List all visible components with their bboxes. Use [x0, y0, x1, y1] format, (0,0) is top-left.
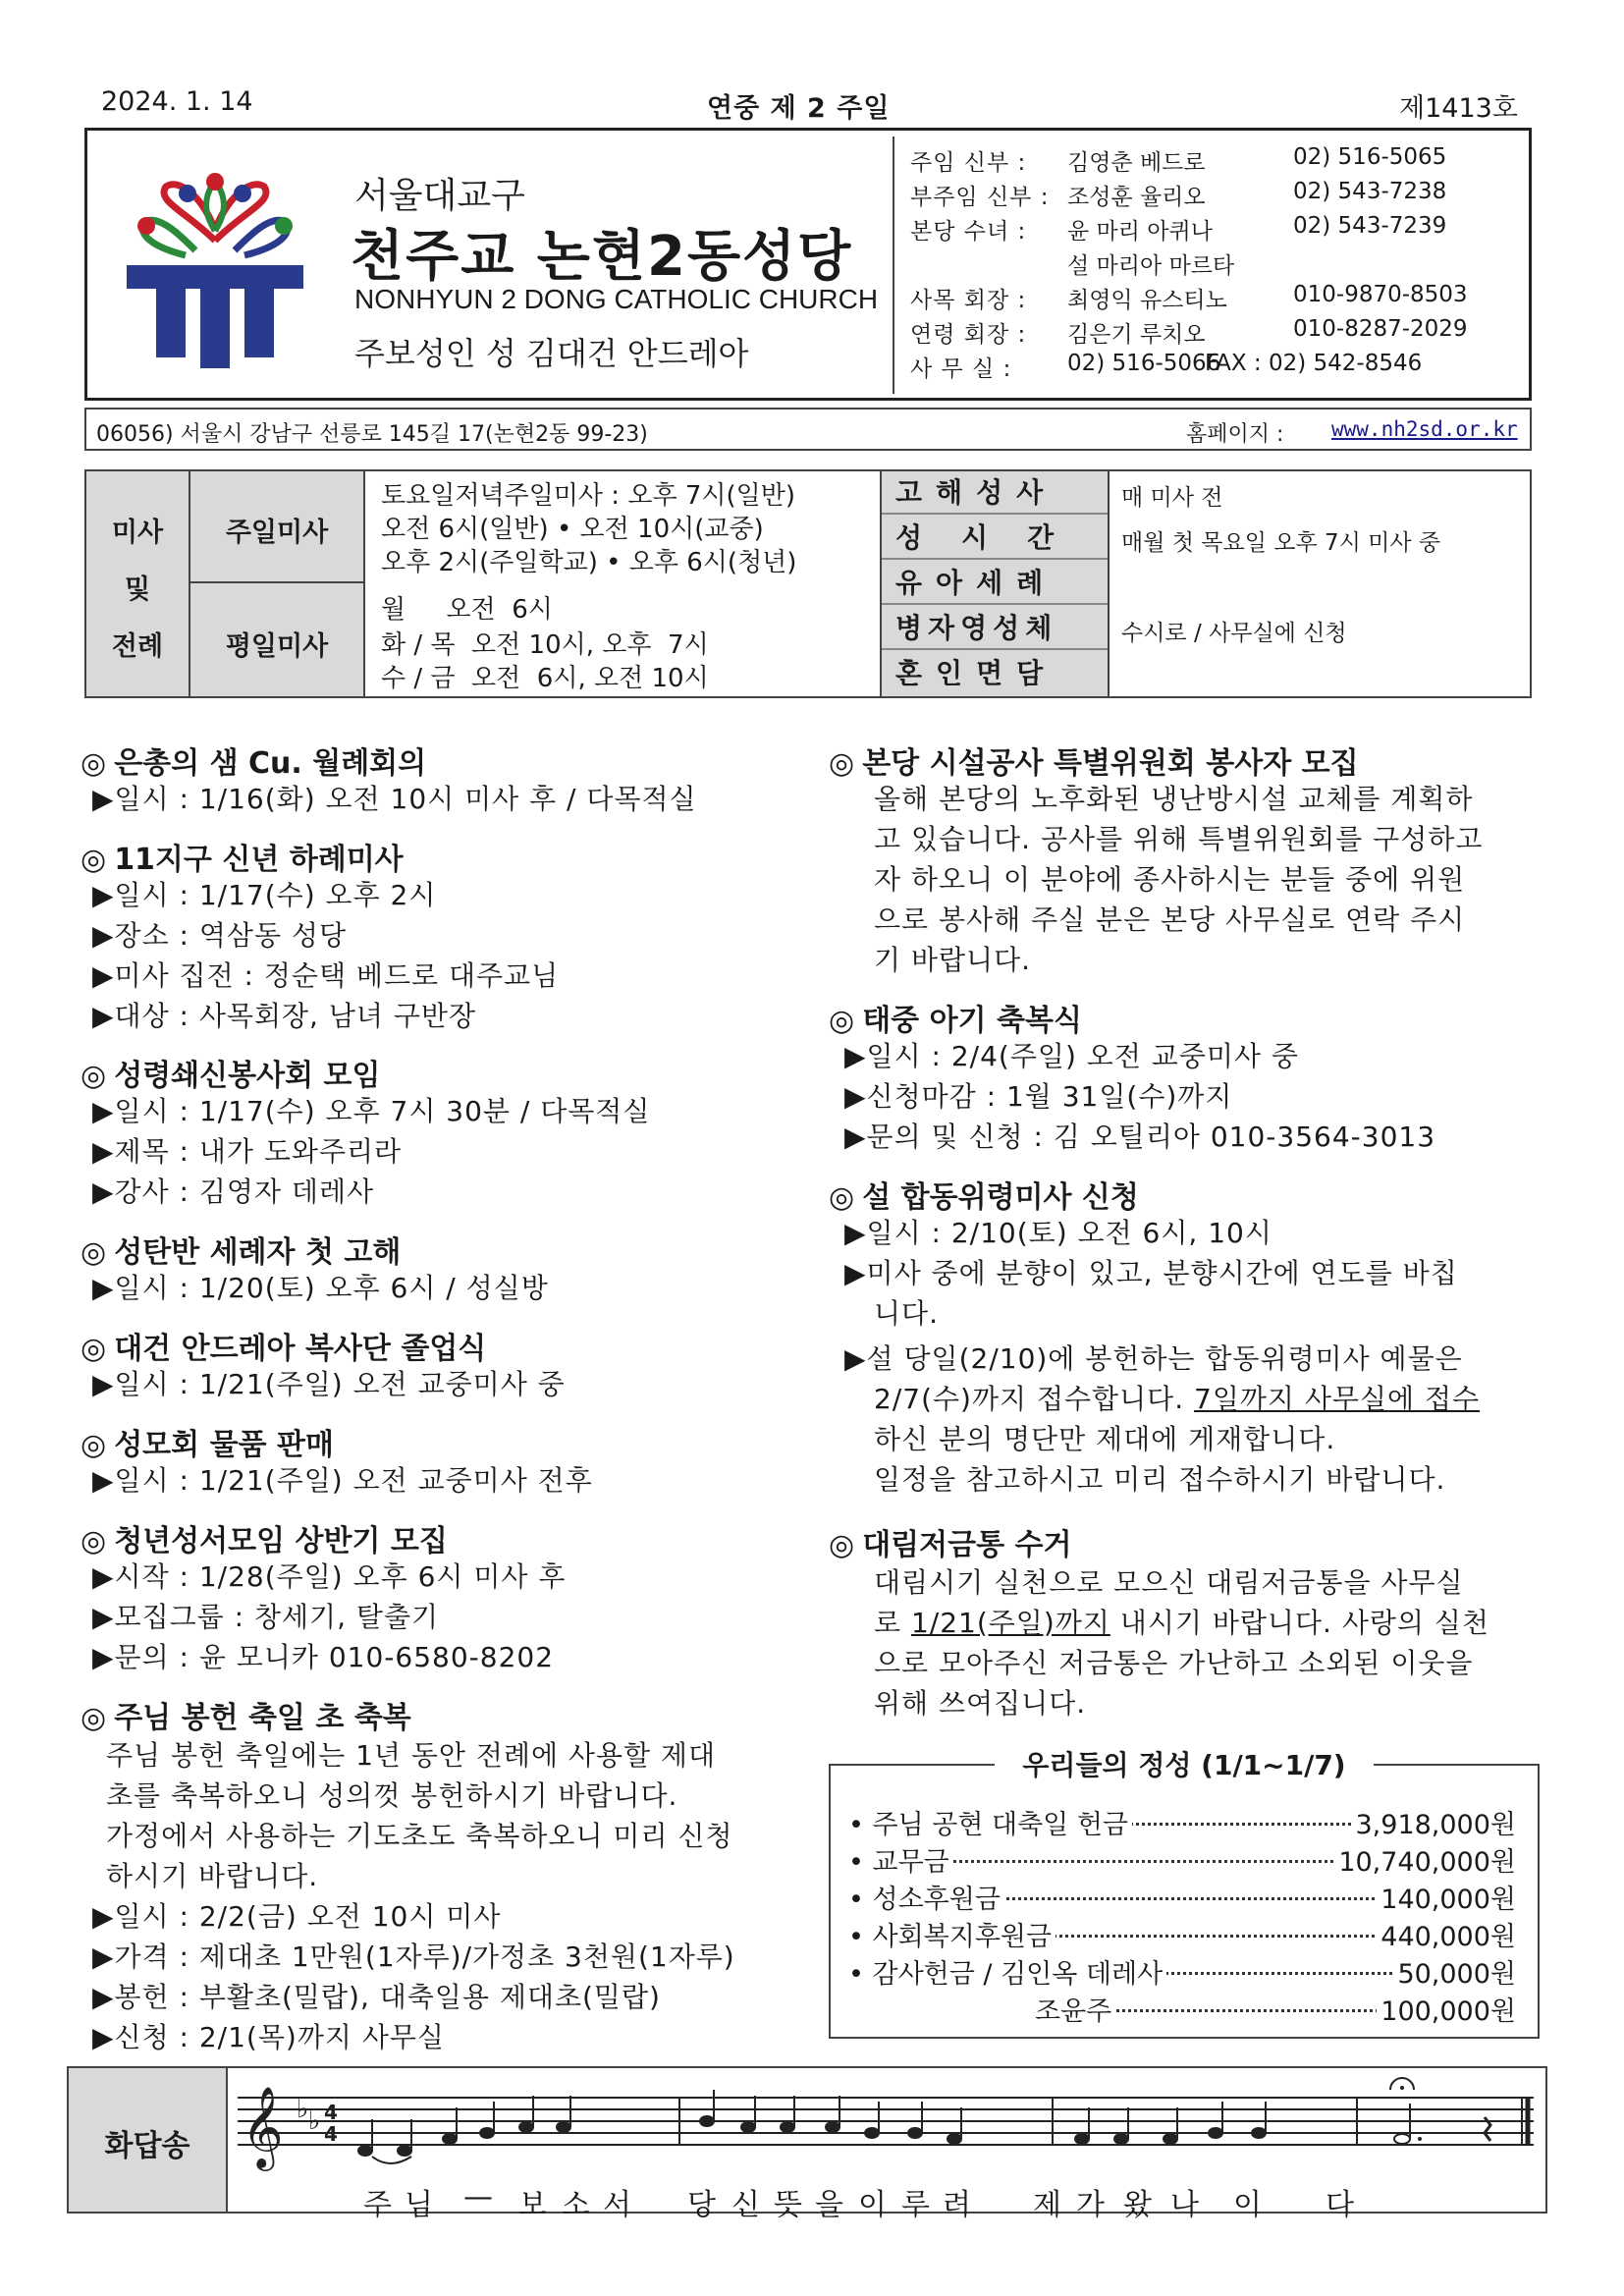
lyric-syllable: 제 — [1033, 2188, 1061, 2222]
staff-name: 김영춘 베드로 — [1067, 150, 1206, 176]
staff-name: 김은기 루치오 — [1067, 322, 1206, 348]
offering-amount: 140,000원 — [1377, 1878, 1516, 1916]
notice-item-continued: 니다. — [874, 1297, 939, 1330]
notice-title-text: 성령쇄신봉사회 모임 — [114, 1059, 381, 1093]
church-logo-icon — [127, 172, 303, 368]
double-circle-icon: ◎ — [81, 1701, 107, 1735]
notice-paragraph-line: 주님 봉헌 축일에는 1년 동안 전례에 사용할 제대 — [106, 1739, 717, 1772]
svg-text:𝄞: 𝄞 — [242, 2085, 284, 2167]
sacrament-label: 혼인면담 — [895, 657, 1057, 689]
double-circle-icon: ◎ — [829, 1528, 855, 1562]
double-circle-icon: ◎ — [81, 1235, 107, 1270]
header-divider — [893, 137, 894, 394]
svg-text:♭: ♭ — [297, 2095, 309, 2124]
notice-paragraph-line: 올해 본당의 노후화된 냉난방시설 교체를 계획하 — [874, 783, 1474, 815]
notice-item: ▶미사 중에 분향이 있고, 분향시간에 연도를 바칩 — [844, 1257, 1458, 1289]
notice-title-text: 청년성서모임 상반기 모집 — [114, 1524, 448, 1558]
sacrament-label: 고해성사 — [882, 471, 1108, 515]
notice-item: ▶강사 : 김영자 데레사 — [92, 1175, 375, 1208]
offering-label: • 감사헌금 / 김인옥 데레사 — [848, 1952, 1166, 1991]
notice-title — [829, 996, 1082, 1039]
notice-item: ▶신청 : 2/1(목)까지 사무실 — [92, 2021, 445, 2053]
notice-title — [829, 1520, 1072, 1563]
offering-row — [848, 1840, 1516, 1878]
lyric-syllable: 려 — [943, 2188, 971, 2222]
lyric-syllable: 님 — [405, 2188, 433, 2222]
mass-liturgy-header — [86, 471, 190, 696]
double-circle-icon: ◎ — [829, 1180, 855, 1215]
notice-title-text: 주님 봉헌 축일 초 축복 — [114, 1701, 411, 1735]
liturgical-day: 연중 제 2 주일 — [707, 93, 891, 124]
offering-amount: 10,740,000원 — [1334, 1840, 1516, 1879]
lyric-syllable: 이 — [1233, 2188, 1262, 2222]
lyric-syllable: 이 — [858, 2188, 887, 2222]
patron-saint: 주보성인 성 김대건 안드레아 — [354, 335, 749, 372]
staff-role: 본당 수녀 : — [910, 219, 1027, 245]
notice-paragraph-line: 대림시기 실천으로 모으신 대림저금통을 사무실 — [874, 1566, 1464, 1599]
notice-item: ▶시작 : 1/28(주일) 오후 6시 미사 후 — [92, 1560, 567, 1593]
notice-title — [81, 835, 404, 878]
staff-role: 주임 신부 : — [910, 150, 1027, 176]
notice-title-text: 대건 안드레아 복사단 졸업식 — [114, 1332, 487, 1366]
notice-text: 2/7(수)까지 접수합니다. — [874, 1383, 1194, 1415]
lyric-syllable: 주 — [363, 2188, 392, 2222]
offering-amount: 3,918,000원 — [1352, 1803, 1517, 1841]
notice-item: ▶봉헌 : 부활초(밀랍), 대축일용 제대초(밀랍) — [92, 1981, 661, 2013]
lyric-syllable: 뜻 — [774, 2188, 802, 2222]
offering-row — [848, 1878, 1516, 1915]
mass-header-word: 및 — [124, 574, 151, 605]
notice-title — [81, 1228, 401, 1271]
mass-header-word: 미사 — [111, 518, 164, 548]
staff-role: 연령 회장 : — [910, 322, 1027, 348]
notice-item: ▶제목 : 내가 도와주리라 — [92, 1135, 403, 1168]
issue-date: 2024. 1. 14 — [101, 86, 253, 117]
lyric-syllable: 보 — [518, 2188, 547, 2222]
diocese-name: 서울대교구 — [354, 176, 525, 216]
weekday-mass-label-text: 평일미사 — [225, 631, 329, 662]
double-circle-icon: ◎ — [81, 1059, 107, 1093]
offering-row — [848, 1952, 1516, 1990]
sacrament-label: 성시간 — [882, 517, 1108, 560]
notice-item: ▶일시 : 1/21(주일) 오전 교중미사 중 — [92, 1368, 566, 1400]
offering-label: • 주님 공현 대축일 헌금 — [848, 1803, 1132, 1841]
offering-amount: 50,000원 — [1393, 1952, 1516, 1991]
notice-paragraph-line: 자 하오니 이 분야에 종사하시는 분들 중에 위원 — [874, 863, 1466, 896]
address-bar — [84, 408, 1532, 451]
lyric-syllable: 나 — [1170, 2188, 1199, 2222]
sunday-mass-line: 오후 2시(주일학교) • 오후 6시(청년) — [381, 548, 797, 577]
staff-phone: 02) 543-7239 — [1293, 213, 1447, 239]
notice-item: ▶문의 및 신청 : 김 오틸리아 010-3564-3013 — [844, 1121, 1436, 1153]
offering-label: 조윤주 — [1035, 1990, 1115, 2028]
lyric-syllable: 가 — [1076, 2188, 1105, 2222]
staff-name: 윤 마리 아퀴나 — [1067, 219, 1213, 245]
sacrament-labels — [880, 471, 1110, 696]
notice-paragraph-line: 으로 모아주신 저금통은 가난하고 소외된 이웃을 — [874, 1647, 1474, 1679]
staff-row — [910, 213, 1519, 247]
notice-paragraph-line: 위해 쓰여집니다. — [874, 1687, 1087, 1720]
notice-item: ▶일시 : 1/17(수) 오후 2시 — [92, 879, 437, 911]
underlined-text: 1/21(주일)까지 — [910, 1607, 1110, 1639]
notice-item: ▶대상 : 사목회장, 남녀 구반장 — [92, 1000, 476, 1032]
staff-name: 설 마리아 마르타 — [1067, 253, 1235, 279]
sunday-mass-label — [190, 471, 365, 583]
notice-item: ▶모집그룹 : 창세기, 탈출기 — [92, 1601, 440, 1633]
notice-item-continued: 하신 분의 명단만 제대에 게재합니다. — [874, 1423, 1336, 1455]
notice-title — [81, 738, 426, 782]
staff-directory — [910, 144, 1519, 385]
notice-item: ▶미사 집전 : 정순택 베드로 대주교님 — [92, 959, 560, 992]
double-circle-icon: ◎ — [81, 843, 107, 877]
staff-phone: 02) 516-5065 — [1293, 144, 1447, 170]
church-name: 천주교 논현2동성당 — [351, 225, 853, 289]
double-circle-icon: ◎ — [81, 1428, 107, 1462]
sunday-mass-label-text: 주일미사 — [225, 518, 329, 548]
notice-title-text: 11지구 신년 하례미사 — [114, 843, 404, 877]
notice-item: ▶가격 : 제대초 1만원(1자루)/가정초 3천원(1자루) — [92, 1941, 735, 1973]
church-address: 06056) 서울시 강남구 선릉로 145길 17(논현2동 99-23) — [96, 422, 648, 447]
offering-amount: 100,000원 — [1377, 1990, 1516, 2028]
lyric-syllable: 다 — [1326, 2188, 1354, 2222]
notice-item: ▶일시 : 2/10(토) 오전 6시, 10시 — [844, 1217, 1272, 1249]
offering-label: • 사회복지후원금 — [848, 1915, 1056, 1953]
weekday-mass-line: 월 오전 6시 — [381, 595, 553, 625]
lyric-syllable: 신 — [731, 2188, 760, 2222]
notice-item: ▶장소 : 역삼동 성당 — [92, 919, 348, 952]
offering-row — [848, 1803, 1516, 1840]
notice-text: 내시기 바랍니다. 사랑의 실천 — [1110, 1607, 1489, 1639]
weekday-mass-line: 수 / 금 오전 6시, 오전 10시 — [381, 664, 709, 693]
weekday-mass-line: 화 / 목 오전 10시, 오후 7시 — [381, 630, 709, 660]
staff-name: 조성훈 율리오 — [1067, 185, 1206, 210]
notice-title-text: 본당 시설공사 특별위원회 봉사자 모집 — [862, 746, 1359, 781]
staff-phone: 010-9870-8503 — [1293, 282, 1468, 307]
staff-phone: 010-8287-2029 — [1293, 316, 1468, 342]
notice-title-text: 대림저금통 수거 — [862, 1528, 1072, 1562]
lyric-syllable: — — [463, 2180, 493, 2214]
offering-label: • 교무금 — [848, 1840, 953, 1879]
lyric-syllable: 을 — [815, 2188, 843, 2222]
notice-title-text: 설 합동위령미사 신청 — [862, 1180, 1139, 1215]
lyric-syllable: 당 — [687, 2188, 716, 2222]
notice-paragraph-line — [874, 1602, 1489, 1641]
notice-title — [81, 1051, 380, 1094]
notice-title — [81, 1420, 334, 1463]
notice-item: ▶일시 : 1/20(토) 오후 6시 / 성실방 — [92, 1272, 549, 1304]
svg-text:4: 4 — [324, 2101, 338, 2124]
notice-text: 로 — [874, 1607, 911, 1639]
notice-title — [829, 1173, 1139, 1216]
offering-title-text: 우리들의 정성 (1/1~1/7) — [995, 1749, 1373, 1781]
notice-paragraph-line: 가정에서 사용하는 기도초도 축복하오니 미리 신청 — [106, 1820, 733, 1852]
notice-paragraph-line: 하시기 바랍니다. — [106, 1860, 319, 1892]
staff-phone: 02) 543-7238 — [1293, 179, 1447, 204]
lyric-syllable: 왔 — [1123, 2188, 1152, 2222]
notice-item-continued: 일정을 참고하시고 미리 접수하시기 바랍니다. — [874, 1463, 1446, 1496]
notice-item: ▶신청마감 : 1월 31일(수)까지 — [844, 1080, 1233, 1113]
staff-row — [910, 247, 1519, 282]
staff-phone: FAX : 02) 542-8546 — [1205, 351, 1423, 376]
notice-item: ▶문의 : 윤 모니카 010-6580-8202 — [92, 1641, 555, 1673]
staff-row — [910, 351, 1519, 385]
double-circle-icon: ◎ — [81, 1524, 107, 1558]
staff-row — [910, 282, 1519, 316]
notice-item-continued — [874, 1378, 1480, 1417]
staff-row — [910, 179, 1519, 213]
notice-title-text: 성모회 물품 판매 — [114, 1428, 334, 1462]
church-name-english: NONHYUN 2 DONG CATHOLIC CHURCH — [354, 284, 879, 314]
double-circle-icon: ◎ — [829, 746, 855, 781]
sacrament-value: 수시로 / 사무실에 신청 — [1121, 621, 1347, 646]
svg-text:4: 4 — [324, 2122, 338, 2146]
psalm-label: 화답송 — [104, 2129, 190, 2163]
notice-title-text: 은총의 샘 Cu. 월례회의 — [114, 746, 427, 781]
lyric-syllable: 소 — [562, 2188, 590, 2222]
mass-schedule-table — [84, 469, 1532, 698]
notice-title — [81, 1516, 448, 1559]
sunday-mass-line: 오전 6시(일반) • 오전 10시(교중) — [381, 515, 764, 544]
notice-item: ▶설 당일(2/10)에 봉헌하는 합동위령미사 예물은 — [844, 1342, 1463, 1375]
notice-paragraph-line: 으로 봉사해 주실 분은 본당 사무실로 연락 주시 — [874, 903, 1466, 936]
sacrament-value: 매월 첫 목요일 오후 7시 미사 중 — [1121, 530, 1441, 556]
staff-role: 사 무 실 : — [910, 356, 1012, 382]
staff-row — [910, 144, 1519, 179]
double-circle-icon: ◎ — [81, 1332, 107, 1366]
weekday-mass-label — [190, 583, 365, 696]
lyric-syllable: 루 — [901, 2188, 930, 2222]
staff-name: 최영익 유스티노 — [1067, 288, 1227, 313]
homepage-label: 홈페이지 : — [1186, 422, 1284, 447]
homepage-link[interactable]: www.nh2sd.or.kr — [1331, 417, 1518, 441]
notice-title — [829, 738, 1359, 782]
notice-item: ▶일시 : 1/17(수) 오후 7시 30분 / 다목적실 — [92, 1095, 651, 1127]
underlined-text: 7일까지 사무실에 접수 — [1194, 1383, 1481, 1415]
psalm-label-cell — [69, 2068, 228, 2212]
sacrament-label: 유아세례 — [882, 562, 1108, 605]
notice-paragraph-line: 고 있습니다. 공사를 위해 특별위원회를 구성하고 — [874, 823, 1484, 855]
offering-label: • 성소후원금 — [848, 1878, 1004, 1916]
notice-title — [81, 1693, 411, 1736]
notice-title-text: 태중 아기 축복식 — [862, 1004, 1082, 1038]
notice-paragraph-line: 초를 축복하오니 성의껏 봉헌하시기 바랍니다. — [106, 1779, 678, 1812]
notice-paragraph-line: 기 바랍니다. — [874, 944, 1032, 976]
staff-name: 02) 516-5066 — [1067, 351, 1221, 376]
offering-row — [848, 1915, 1516, 1952]
offering-amount: 440,000원 — [1377, 1915, 1516, 1953]
staff-role: 사목 회장 : — [910, 288, 1027, 313]
sacrament-label: 병자영성체 — [882, 607, 1108, 650]
notice-item: ▶일시 : 2/2(금) 오전 10시 미사 — [92, 1900, 502, 1933]
notice-title-text: 성탄반 세례자 첫 고해 — [114, 1235, 402, 1270]
notice-item: ▶일시 : 1/16(화) 오전 10시 미사 후 / 다목적실 — [92, 783, 697, 815]
notice-item: ▶일시 : 1/21(주일) 오전 교중미사 전후 — [92, 1464, 593, 1497]
sunday-mass-line: 토요일저녁주일미사 : 오후 7시(일반) — [381, 481, 796, 511]
offering-box — [829, 1749, 1540, 2039]
double-circle-icon: ◎ — [81, 746, 107, 781]
issue-number: 제1413호 — [1399, 93, 1518, 124]
church-header — [84, 128, 1532, 401]
offering-row — [848, 1990, 1516, 2027]
staff-row — [910, 316, 1519, 351]
sacrament-value: 매 미사 전 — [1121, 485, 1223, 511]
svg-text:♭: ♭ — [308, 2106, 321, 2136]
music-staff — [228, 2068, 1543, 2176]
offering-title — [831, 1744, 1538, 1783]
double-circle-icon: ◎ — [829, 1004, 855, 1038]
mass-header-word: 전례 — [111, 631, 164, 662]
notice-item: ▶일시 : 2/4(주일) 오전 교중미사 중 — [844, 1040, 1299, 1072]
lyric-syllable: 서 — [603, 2188, 631, 2222]
staff-role: 부주임 신부 : — [910, 185, 1050, 210]
notice-title — [81, 1324, 486, 1367]
